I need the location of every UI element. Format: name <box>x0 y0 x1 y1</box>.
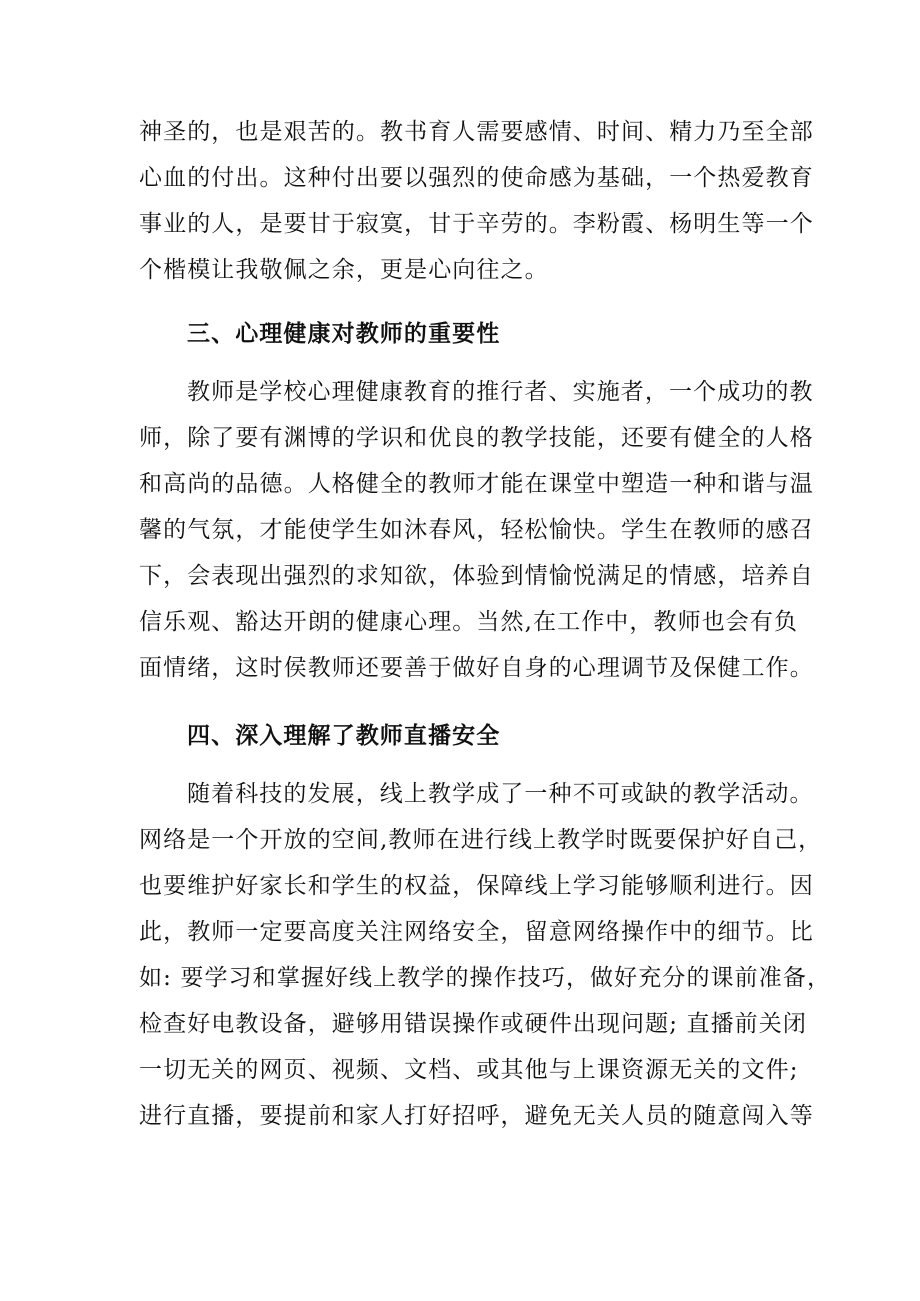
paragraph-line: 检查好电教设备，避够用错误操作或硬件出现问题; 直播前关闭 <box>139 1011 807 1037</box>
paragraph-line: 如: 要学习和掌握好线上教学的操作技巧，做好充分的课前准备， <box>139 965 832 991</box>
paragraph-line: 和高尚的品德。人格健全的教师才能在课堂中塑造一种和谐与温 <box>139 471 814 497</box>
paragraph-line: 下，会表现出强烈的求知欲，体验到情愉悦满足的情感，培养自 <box>139 563 814 589</box>
section-heading-4-wrap <box>139 713 801 759</box>
paragraph-teacher-mental-health <box>139 369 814 691</box>
section-heading-3-wrap <box>139 311 801 357</box>
paragraph-line: 面情绪，这时侯教师还要善于做好自身的心理调节及保健工作。 <box>139 655 814 681</box>
paragraph-line: 一切无关的网页、视频、文档、或其他与上课资源无关的文件; <box>139 1057 799 1083</box>
section-heading-3: 三、心理健康对教师的重要性 <box>187 320 501 347</box>
paragraph-continued <box>139 109 814 293</box>
paragraph-live-streaming-safety <box>139 771 832 1139</box>
paragraph-line: 心血的付出。这种付出要以强烈的使命感为基础，一个热爱教育 <box>139 165 814 191</box>
paragraph-line: 馨的气氛，才能使学生如沐春风，轻松愉快。学生在教师的感召 <box>139 517 814 543</box>
paragraph-line: 进行直播，要提前和家人打好招呼，避免无关人员的随意闯入等 <box>139 1103 814 1129</box>
paragraph-line: 随着科技的发展，线上教学成了一种不可或缺的教学活动。 <box>187 781 814 807</box>
paragraph-line: 教师是学校心理健康教育的推行者、实施者，一个成功的教 <box>187 379 814 405</box>
paragraph-line: 信乐观、豁达开朗的健康心理。当然,在工作中，教师也会有负 <box>139 609 799 635</box>
paragraph-line: 此，教师一定要高度关注网络安全，留意网络操作中的细节。比 <box>139 919 814 945</box>
paragraph-line: 神圣的，也是艰苦的。教书育人需要感情、时间、精力乃至全部 <box>139 119 814 145</box>
paragraph-line: 网络是一个开放的空间,教师在进行线上教学时既要保护好自己， <box>139 827 823 853</box>
paragraph-line: 师，除了要有渊博的学识和优良的教学技能，还要有健全的人格 <box>139 425 814 451</box>
paragraph-line: 也要维护好家长和学生的权益，保障线上学习能够顺利进行。因 <box>139 873 814 899</box>
paragraph-line: 个楷模让我敬佩之余，更是心向往之。 <box>139 257 549 283</box>
paragraph-line: 事业的人，是要甘于寂寞，甘于辛劳的。李粉霞、杨明生等一个 <box>139 211 814 237</box>
section-heading-4: 四、深入理解了教师直播安全 <box>187 722 501 749</box>
